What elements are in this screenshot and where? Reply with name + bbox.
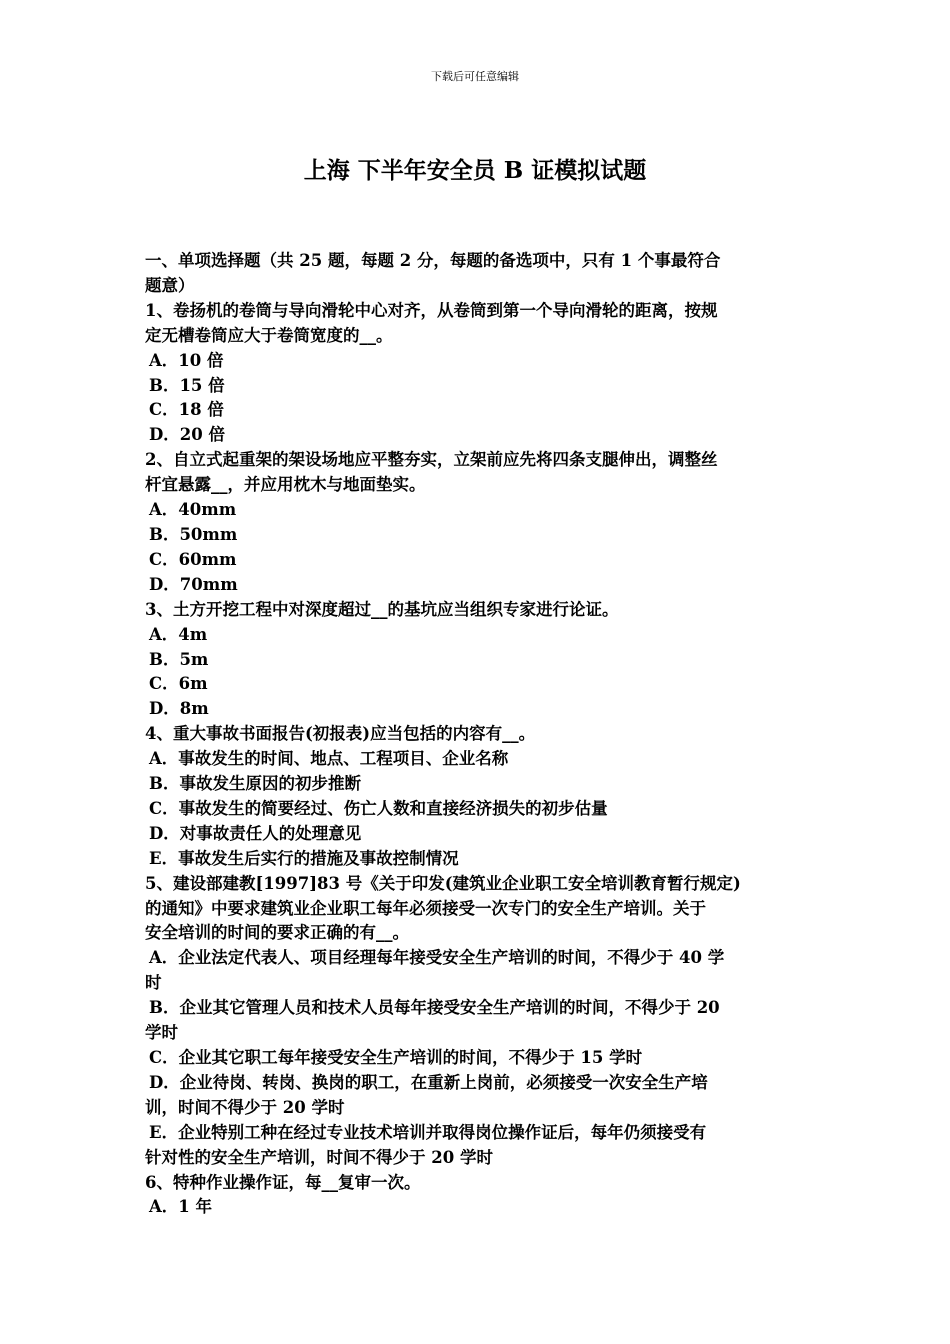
- question-stem-line: 5、建设部建教[1997]83 号《关于印发(建筑业企业职工安全培训教育暂行规定): [145, 873, 741, 893]
- answer-option-line: B．50mm: [149, 524, 238, 544]
- answer-option: [145, 498, 810, 523]
- answer-option-line: A．40mm: [149, 500, 237, 520]
- answer-option-line: 学时: [145, 1023, 178, 1043]
- answer-option-line: C．事故发生的简要经过、伤亡人数和直接经济损失的初步估量: [149, 798, 608, 818]
- header-note: 下载后可任意编辑: [431, 70, 519, 83]
- answer-option-line: D．70mm: [149, 574, 238, 594]
- answer-option-line: C．18 倍: [149, 400, 224, 420]
- answer-option: [145, 672, 810, 697]
- answer-option-line: C．企业其它职工每年接受安全生产培训的时间，不得少于 15 学时: [149, 1048, 643, 1067]
- question-5: [145, 872, 810, 1171]
- answer-option: [145, 1121, 810, 1171]
- answer-option-line: D．20 倍: [149, 425, 226, 445]
- answer-option: [145, 1195, 810, 1220]
- section-heading-line: 题意）: [145, 275, 195, 295]
- answer-option: [145, 398, 810, 423]
- answer-option-line: C．60mm: [149, 549, 237, 569]
- answer-option: [145, 847, 810, 872]
- question-4: [145, 722, 810, 871]
- answer-option: [145, 1046, 810, 1071]
- answer-option-line: A．企业法定代表人、项目经理每年接受安全生产培训的时间，不得少于 40 学: [149, 948, 725, 968]
- section-heading: [145, 249, 810, 299]
- answer-option: [145, 374, 810, 399]
- answer-option: [145, 573, 810, 598]
- answer-option-line: D．企业待岗、转岗、换岗的职工，在重新上岗前，必须接受一次安全生产培: [149, 1072, 708, 1092]
- answer-option-line: A．事故发生的时间、地点、工程项目、企业名称: [149, 749, 509, 769]
- question-stem-line: 1、卷扬机的卷筒与导向滑轮中心对齐，从卷筒到第一个导向滑轮的距离，按规: [145, 300, 718, 320]
- answer-option: [145, 1071, 810, 1121]
- question-stem-line: 2、自立式起重架的架设场地应平整夯实，立架前应先将四条支腿伸出，调整丝: [145, 450, 718, 470]
- section-heading-line: 一、单项选择题（共 25 题，每题 2 分，每题的备选项中，只有 1 个事最符合: [145, 251, 721, 270]
- answer-option: [145, 523, 810, 548]
- question-6: [145, 1171, 810, 1221]
- question-stem-line: 6、特种作业操作证，每__复审一次。: [145, 1172, 421, 1192]
- answer-option-line: D．对事故责任人的处理意见: [149, 823, 362, 843]
- answer-option: [145, 349, 810, 374]
- answer-option: [145, 822, 810, 847]
- answer-option-line: E．事故发生后实行的措施及事故控制情况: [149, 848, 459, 868]
- question-stem-line: 3、土方开挖工程中对深度超过__的基坑应当组织专家进行论证。: [145, 599, 619, 619]
- answer-option: [145, 548, 810, 573]
- document-title: 上海 下半年安全员 B 证模拟试题: [303, 157, 647, 184]
- answer-option-line: B．15 倍: [149, 375, 225, 395]
- answer-option-line: D．8m: [149, 699, 209, 719]
- answer-option: [145, 946, 810, 996]
- answer-option-line: 针对性的安全生产培训，时间不得少于 20 学时: [145, 1147, 493, 1167]
- answer-option-line: 训，时间不得少于 20 学时: [145, 1097, 345, 1117]
- answer-option: [145, 747, 810, 772]
- answer-option-line: E．企业特别工种在经过专业技术培训并取得岗位操作证后，每年仍须接受有: [149, 1122, 707, 1142]
- question-2: [145, 448, 810, 597]
- answer-option-line: 时: [145, 973, 162, 993]
- answer-option: [145, 697, 810, 722]
- question-1: [145, 299, 810, 448]
- answer-option: [145, 797, 810, 822]
- question-stem-line: 杆宜悬露__，并应用枕木与地面垫实。: [145, 475, 426, 495]
- answer-option: [145, 996, 810, 1046]
- answer-option-line: B．企业其它管理人员和技术人员每年接受安全生产培训的时间，不得少于 20: [149, 998, 720, 1018]
- answer-option: [145, 772, 810, 797]
- answer-option-line: A．4m: [149, 624, 208, 644]
- question-stem-line: 安全培训的时间的要求正确的有__。: [145, 923, 409, 943]
- answer-option: [145, 423, 810, 448]
- answer-option-line: C．6m: [149, 674, 208, 694]
- question-list: [145, 249, 810, 1220]
- question-stem-line: 定无槽卷筒应大于卷筒宽度的__。: [145, 325, 393, 345]
- answer-option-line: A．10 倍: [149, 350, 224, 370]
- answer-option-line: B．事故发生原因的初步推断: [149, 774, 361, 794]
- question-stem-line: 的通知》中要求建筑业企业职工每年必须接受一次专门的安全生产培训。关于: [145, 898, 706, 918]
- answer-option-line: A．1 年: [149, 1197, 213, 1217]
- answer-option: [145, 648, 810, 673]
- answer-option: [145, 623, 810, 648]
- question-stem-line: 4、重大事故书面报告(初报表)应当包括的内容有__。: [145, 724, 536, 744]
- question-3: [145, 598, 810, 723]
- answer-option-line: B．5m: [149, 649, 209, 669]
